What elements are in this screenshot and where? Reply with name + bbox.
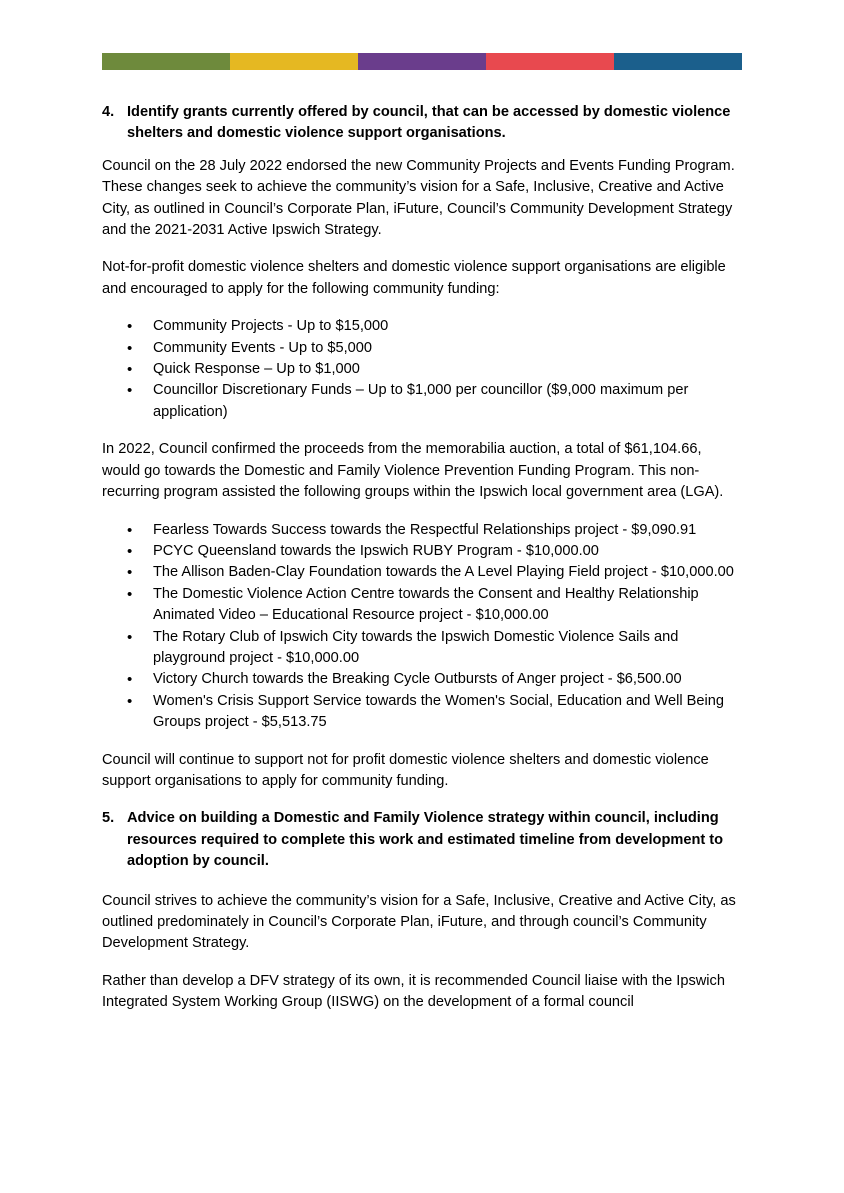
groups-list bbox=[102, 520, 742, 734]
section-4-paragraph-3: In 2022, Council confirmed the proceeds from the memorabilia auction, a total of $61,104.66, would go towards the Domestic and Family Violence Prevention Funding Program. This non-recurring program assisted the following groups within the Ipswich local government area (LGA). bbox=[102, 441, 724, 501]
header-color-bar bbox=[102, 53, 742, 70]
section-4-heading bbox=[102, 102, 742, 145]
group-item: • PCYC Queensland towards the Ipswich RUBY Program - $10,000.00 bbox=[102, 541, 742, 562]
funding-item-quick-response: • Quick Response – Up to $1,000 bbox=[102, 359, 742, 380]
color-bar-purple bbox=[358, 53, 486, 70]
color-bar-blue bbox=[614, 53, 742, 70]
section-5-number: 5. bbox=[102, 810, 115, 827]
group-item: • The Domestic Violence Action Centre towards the Consent and Healthy Relationship Animated Video – Educational Resource project - $10,000.00 bbox=[102, 584, 742, 627]
section-4-title: Identify grants currently offered by council, that can be accessed by domestic violence shelters and domestic violence support organisations. bbox=[127, 104, 731, 142]
group-item: • Victory Church towards the Breaking Cycle Outbursts of Anger project - $6,500.00 bbox=[102, 669, 742, 690]
section-4-paragraph-1: Council on the 28 July 2022 endorsed the new Community Projects and Events Funding Program. These changes seek to achieve the community’s vision for a Safe, Inclusive, Creative and Active City, as outlined in Council’s Corporate Plan, iFuture, Council’s Community Development Strategy and the 2021-2031 Active Ipswich Strategy. bbox=[102, 157, 735, 239]
section-5-heading bbox=[102, 808, 742, 872]
funding-item-councillor-discretionary: • Councillor Discretionary Funds – Up to $1,000 per councillor ($9,000 maximum per application) bbox=[102, 380, 742, 423]
section-4-paragraph-2: Not-for-profit domestic violence shelters and domestic violence support organisations are eligible and encouraged to apply for the following community funding: bbox=[102, 259, 726, 297]
section-5-title: Advice on building a Domestic and Family Violence strategy within council, including resources required to complete this work and estimated timeline from development to adoption by council. bbox=[127, 810, 724, 870]
group-item: • The Allison Baden-Clay Foundation towards the A Level Playing Field project - $10,000.00 bbox=[102, 562, 742, 583]
group-item: • Women's Crisis Support Service towards the Women's Social, Education and Well Being Groups project - $5,513.75 bbox=[102, 691, 742, 734]
color-bar-green bbox=[102, 53, 230, 70]
funding-item-community-events: • Community Events - Up to $5,000 bbox=[102, 338, 742, 359]
section-4-number: 4. bbox=[102, 104, 115, 120]
funding-list bbox=[102, 316, 742, 423]
section-5-paragraph-2: Rather than develop a DFV strategy of its own, it is recommended Council liaise with the Ipswich Integrated System Working Group (IISWG) on the development of a formal council bbox=[102, 972, 725, 1011]
funding-item-community-projects: • Community Projects - Up to $15,000 bbox=[102, 316, 742, 337]
color-bar-yellow bbox=[230, 53, 358, 70]
section-5-paragraph-1: Council strives to achieve the community’s vision for a Safe, Inclusive, Creative and Active City, as outlined predominately in Council’s Corporate Plan, iFuture, and through council’s Community Development Strategy. bbox=[102, 892, 736, 952]
color-bar-red bbox=[486, 53, 614, 70]
section-4-paragraph-4: Council will continue to support not for profit domestic violence shelters and domestic violence support organisations to apply for community funding. bbox=[102, 751, 709, 789]
group-item: • Fearless Towards Success towards the Respectful Relationships project - $9,090.91 bbox=[102, 520, 742, 541]
document-body bbox=[102, 102, 742, 1030]
group-item: • The Rotary Club of Ipswich City towards the Ipswich Domestic Violence Sails and playground project - $10,000.00 bbox=[102, 627, 742, 670]
